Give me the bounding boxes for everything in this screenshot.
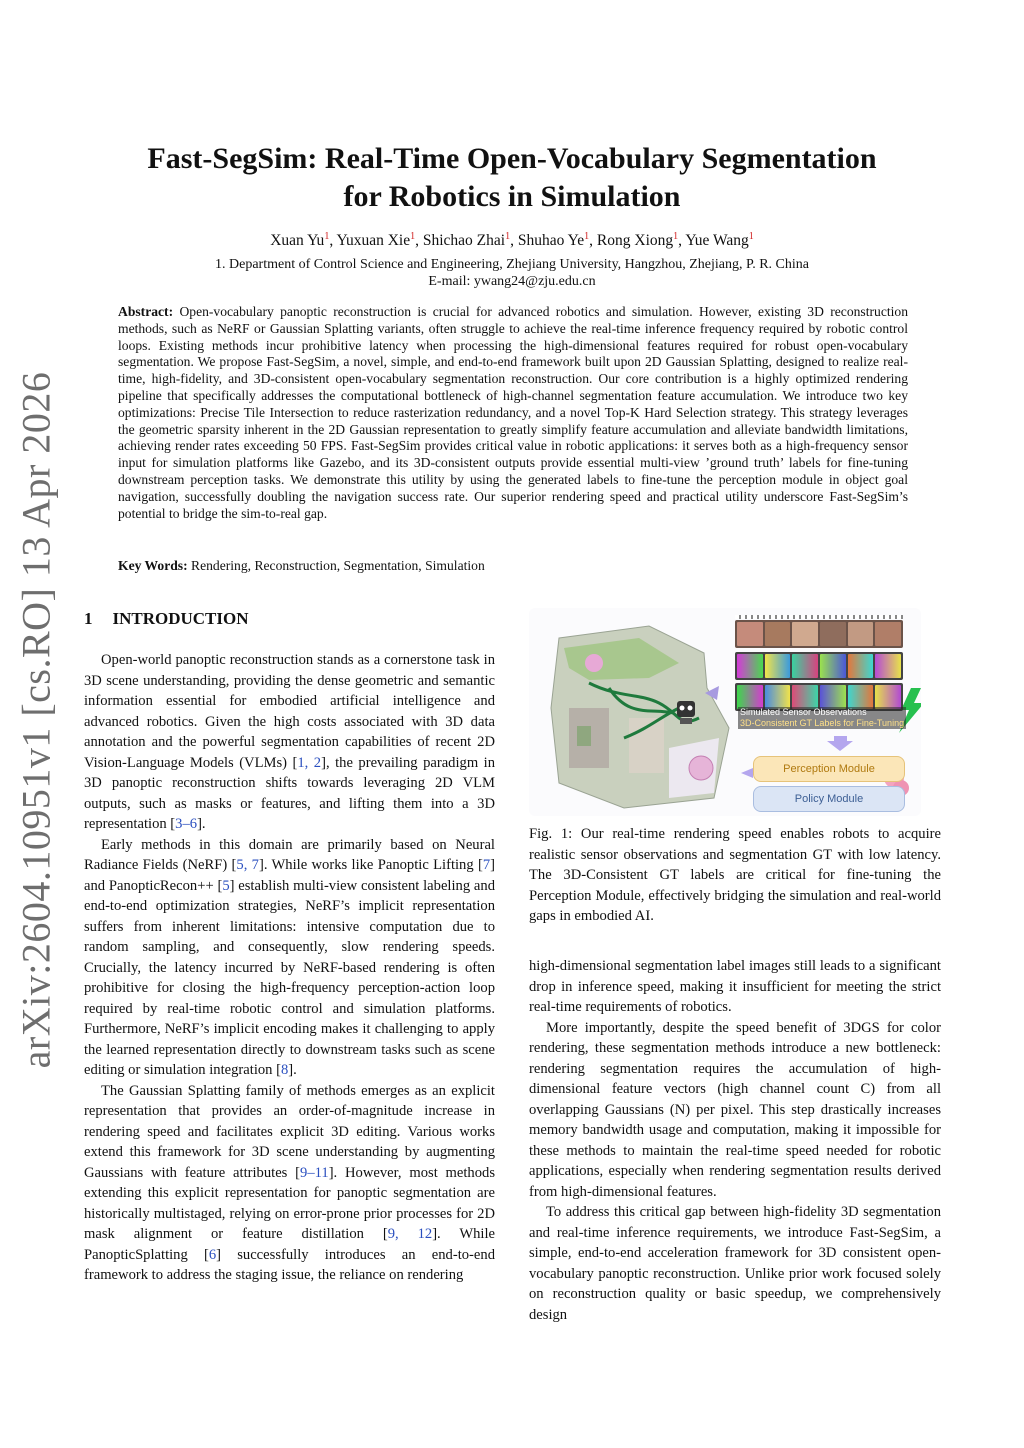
label-simulated-observations: Simulated Sensor Observations xyxy=(738,707,906,718)
abstract-label: Abstract: xyxy=(118,304,174,319)
citation-link[interactable]: 8 xyxy=(280,1062,289,1078)
section-title: INTRODUCTION xyxy=(112,609,249,628)
keywords xyxy=(118,558,908,574)
affiliation-block xyxy=(100,256,924,290)
paragraph: More importantly, despite the speed benefit of 3DGS for color rendering, these segmentation methods introduce a new bottleneck: rendering segmentation requires the accumulation of high-dimensional feature vectors (high channel count C) from all overlapping Gaussians (N) per pixel. This step drastically increases memory bandwidth usage and computation, making it impossible for these methods to maintain the real-time speed needed for robotic applications, especially when rendering segmentation results derived from high-dimensional features. xyxy=(529,1019,941,1200)
author-sup: 1 xyxy=(748,231,754,242)
rgb-thumb xyxy=(875,622,901,646)
seg-thumb xyxy=(875,654,901,678)
text: ]. xyxy=(288,1062,297,1078)
citation-link[interactable]: 5 xyxy=(222,877,230,894)
citation-link[interactable]: 5, 7 xyxy=(236,857,259,873)
paragraph: To address this critical gap between high-fidelity 3D segmentation and real-time inference requirements, we introduce Fast-SegSim, a simple, end-to-end acceleration framework for 3D consistent open-vocabulary panoptic reconstruction. Unlike prior work focused solely on reconstruction quality or basic speedup, we comprehensively design xyxy=(529,1204,941,1323)
text: ]. While PanopticSplatting [ xyxy=(84,1226,496,1263)
rgb-thumb xyxy=(820,622,846,646)
text: ], the prevailing paradigm in 3D panoptic reconstruction shifts towards leveraging 2D VLM outputs, such as masks or features, and lifting them into a 3D representation [ xyxy=(84,754,496,832)
figure-labels xyxy=(738,707,906,729)
author: Xuan Yu xyxy=(270,232,325,250)
rgb-thumb xyxy=(765,622,791,646)
author: Yue Wang xyxy=(685,232,749,250)
section-number: 1 xyxy=(84,609,93,628)
author: Shichao Zhai xyxy=(422,232,506,250)
segmentation-strip-1 xyxy=(735,652,903,680)
text: Open-world panoptic reconstruction stands as a cornerstone task in 3D scene understanding, providing the dense geometric and semantic information essential for embodied artificial intelligence and advanced robotics. Given the high costs associated with 3D data annotation and the powerful segmentation capabilities of recent 2D Vision-Language Models (VLMs) [ xyxy=(84,652,495,771)
citation-link[interactable]: 7 xyxy=(482,857,491,873)
text: ] establish multi-view consistent labeling and end-to-end optimization strategies, NeRF’s implicit representation suffers from inherent limitations: intensive computation due to random sampling, and consequently, slow rendering speeds. Crucially, the latency incurred by NeRF-based rendering is often prohibitive for closing the high-frequency perception-action loop required by real-time robotic control and simulation platforms. Furthermore, NeRF’s implicit encoding makes it challenging to apply the learned representation directly to downstream tasks such as scene editing or simulation integration [ xyxy=(84,877,495,1078)
rgb-thumb xyxy=(792,622,818,646)
seg-thumb xyxy=(737,654,763,678)
citation-link[interactable]: 6 xyxy=(208,1246,217,1263)
abstract xyxy=(118,304,908,522)
abstract-text: Open-vocabulary panoptic reconstruction is crucial for advanced robotics and simulation. However, existing 3D reconstruction methods, such as NeRF or Gaussian Splatting variants, often struggle to achieve the real-time inference frequency required by robotic control loops. Existing methods incur prohibitive latency when processing the high-dimensional features required for robust open-vocabulary segmentation. We propose Fast-SegSim, a novel, simple, and end-to-end framework built upon 2D Gaussian Splatting, designed to realize real-time, high-fidelity, and 3D-consistent open-vocabulary segmentation reconstruction. Our core contribution is a highly optimized rendering pipeline that specifically addresses the computational bottleneck of high-channel segmentation feature accumulation. We introduce two key optimizations: Precise Tile Intersection to reduce rasterization redundancy, and a novel Top-K Hard Selection strategy. This strategy leverages the geometric sparsity inherent in the 2D Gaussian representation to greatly simplify feature accumulation and alleviate bandwidth limitations, achieving render rates exceeding 50 FPS. Fast-SegSim provides critical value in robotic applications: it serves both as a high-frequency sensor input for simulation platforms like Gazebo, and its 3D-consistent outputs provide essential multi-view ’ground truth’ labels for fine-tuning downstream perception tasks. We demonstrate this utility by using the generated labels to fine-tune the perception module in object goal navigation, successfully doubling the navigation success rate. Our superior rendering speed and practical utility underscore Fast-SegSim’s potential to bridge the sim-to-real gap. xyxy=(118,304,908,521)
author: Rong Xiong xyxy=(596,232,674,250)
text: ] and PanopticRecon++ [ xyxy=(84,857,496,894)
author-sup: 1 xyxy=(410,231,416,242)
paragraph xyxy=(84,835,495,1081)
arxiv-watermark: arXiv:2604.10951v1 [cs.RO] 13 Apr 2026 xyxy=(13,371,59,1069)
rgb-thumb xyxy=(848,622,874,646)
text: Early methods in this domain are primarily based on Neural Radiance Fields (NeRF) [ xyxy=(84,836,495,873)
email: E-mail: ywang24@zju.edu.cn xyxy=(428,274,596,289)
rgb-observation-strip xyxy=(735,620,903,648)
seg-thumb xyxy=(792,685,818,709)
seg-thumb xyxy=(820,654,846,678)
title-line-2: for Robotics in Simulation xyxy=(343,180,681,213)
right-column xyxy=(529,956,941,1325)
seg-thumb xyxy=(848,654,874,678)
text: ] successfully introduces an end-to-end framework to address the staging issue, the reliance on rendering xyxy=(84,1246,495,1283)
paragraph: high-dimensional segmentation label images still leads to a significant drop in inference speed, making it insufficient for meeting the strict real-time requirements of robotics. xyxy=(529,958,941,1015)
paragraph xyxy=(84,1081,495,1286)
seg-thumb xyxy=(875,685,901,709)
perception-module-box: Perception Module xyxy=(753,756,905,782)
author: Yuxuan Xie xyxy=(336,232,411,250)
text: The Gaussian Splatting family of methods emerges as an explicit representation that provides an order-of-magnitude increase in rendering speed and facilitates explicit 3D editing. Various works extend this framework for 3D scene understanding by augmenting Gaussians with feature attributes [ xyxy=(84,1082,495,1181)
policy-module-box: Policy Module xyxy=(753,786,905,812)
seg-thumb xyxy=(765,685,791,709)
citation-link[interactable]: 1, 2 xyxy=(297,754,322,771)
seg-thumb xyxy=(765,654,791,678)
label-gt: 3D-Consistent GT Labels for Fine-Tuning xyxy=(740,718,905,728)
section-heading xyxy=(84,609,249,629)
author: Shuhao Ye xyxy=(517,232,585,250)
text: ]. xyxy=(197,816,206,832)
paragraph xyxy=(84,650,495,835)
seg-thumb xyxy=(792,654,818,678)
seg-thumb xyxy=(848,685,874,709)
keywords-label: Key Words: xyxy=(118,558,188,573)
citation-link[interactable]: 9–11 xyxy=(300,1164,329,1181)
paper-title xyxy=(100,140,924,216)
author-sup: 1 xyxy=(584,231,590,242)
title-line-1: Fast-SegSim: Real-Time Open-Vocabulary Segmentation xyxy=(147,142,877,175)
author-sup: 1 xyxy=(505,231,511,242)
text: ]. While works like Panoptic Lifting [ xyxy=(258,857,483,873)
rgb-thumb xyxy=(737,622,763,646)
seg-thumb xyxy=(820,685,846,709)
affiliation: 1. Department of Control Science and Engineering, Zhejiang University, Hangzhou, Zhejiang, P. R. China xyxy=(215,257,809,272)
filmstrip-edge xyxy=(735,615,903,619)
figure-caption: Fig. 1: Our real-time rendering speed enables robots to acquire realistic sensor observations and segmentation GT with low latency. The 3D-Consistent GT labels are critical for fine-tuning the Perception Module, effectively bridging the simulation and real-world gaps in embodied AI. xyxy=(529,826,941,924)
text: ]. However, most methods extending this explicit representation for panoptic segmentation are historically multistaged, relying on error-prone prior processes for 2D mask alignment or feature distillation [ xyxy=(84,1164,496,1242)
citation-link[interactable]: 3–6 xyxy=(175,816,198,832)
citation-link[interactable]: 9, 12 xyxy=(387,1226,433,1242)
left-column xyxy=(84,650,495,1286)
seg-thumb xyxy=(737,685,763,709)
keywords-text: Rendering, Reconstruction, Segmentation, Simulation xyxy=(191,558,485,573)
author-list: Xuan Yu$^1$, Yuxuan Xie$^1$, Shichao Zhai$^1$, Shuhao Ye$^1$, Rong Xiong$^1$, Yue Wang$^1$ xyxy=(270,231,754,250)
author-sup: 1 xyxy=(324,231,330,242)
author-sup: 1 xyxy=(673,231,679,242)
